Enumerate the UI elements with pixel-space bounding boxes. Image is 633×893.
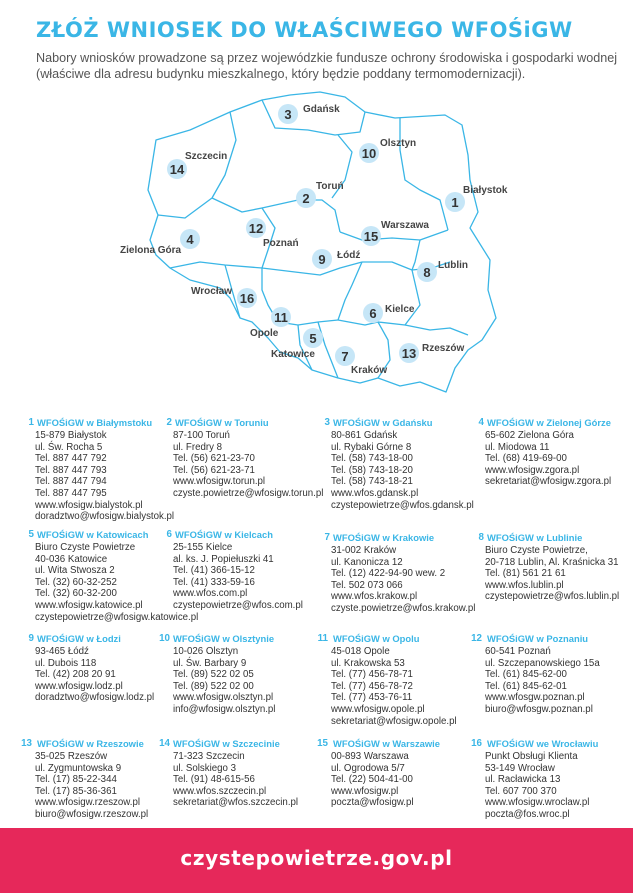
office-line: Tel. 607 700 370 — [485, 785, 557, 797]
office-line: 35-025 Rzeszów — [35, 751, 108, 762]
office-line: Tel. 887 447 794 — [35, 476, 107, 488]
office-line: Tel. (81) 561 21 61 — [485, 568, 566, 580]
office-number: 6 — [166, 529, 172, 540]
office-website-link[interactable]: www.wfosigw.zgora.pl — [485, 464, 580, 476]
office-line: ul. Dubois 118 — [35, 657, 97, 669]
office-email-link[interactable]: czystepowietrze@wfos.lublin.pl — [485, 591, 620, 603]
office-line: Tel. (41) 366-15-12 — [173, 565, 255, 577]
office-name: WFOŚiGW we Wrocławiu — [487, 738, 599, 749]
office-name: WFOŚiGW w Krakowie — [333, 532, 435, 543]
office-line: ul. Racławicka 13 — [485, 774, 561, 786]
office-line: Tel. (32) 60-32-200 — [35, 588, 117, 600]
office-name: WFOŚiGW w Szczecinie — [173, 738, 280, 749]
marker-num-1: 1 — [451, 195, 459, 210]
office-line: Tel. (68) 419-69-00 — [485, 453, 567, 465]
office-email-link[interactable]: sekretariat@wfos.szczecin.pl — [173, 797, 299, 809]
office-line: Tel. (56) 621-23-71 — [173, 464, 255, 476]
office-email-link[interactable]: sekretariat@wfosigw.opole.pl — [331, 715, 457, 727]
marker-num-11: 11 — [274, 310, 288, 325]
office-website-link[interactable]: www.wfosigw.rzeszow.pl — [35, 797, 140, 809]
office-number: 12 — [471, 633, 482, 644]
office-line: Tel. (77) 456-78-72 — [331, 680, 413, 692]
office-line: Tel. 887 447 792 — [35, 453, 107, 465]
marker-num-6: 6 — [369, 306, 377, 321]
office-website-link[interactable]: www.wfosigw.katowice.pl — [35, 599, 143, 611]
office-website-link[interactable]: www.wfosigw.torun.pl — [173, 476, 266, 488]
office-name: WFOŚiGW w Gdańsku — [333, 417, 433, 428]
office-name: WFOŚiGW w Katowicach — [37, 529, 149, 540]
marker-num-12: 12 — [248, 221, 264, 236]
office-line: 60-541 Poznań — [485, 646, 551, 657]
office-number: 14 — [159, 738, 170, 749]
poland-voivodeship-map — [0, 0, 633, 420]
office-line: Tel. (89) 522 02 05 — [173, 669, 254, 681]
map-label-bialystok: Białystok — [463, 185, 508, 196]
office-name: WFOŚiGW w Warszawie — [333, 738, 440, 749]
office-email-link[interactable]: biuro@wfosgw.poznan.pl — [485, 703, 593, 715]
office-number: 11 — [317, 633, 328, 644]
office-name: WFOŚiGW w Łodzi — [37, 633, 121, 644]
office-email-link[interactable]: czyste.powietrze@wfosigw.torun.pl — [173, 487, 324, 499]
office-name: WFOŚiGW w Kielcach — [175, 529, 273, 540]
office-line: Tel. (91) 48-615-56 — [173, 774, 255, 786]
office-number: 1 — [28, 417, 34, 428]
office-website-link[interactable]: www.wfos.lublin.pl — [485, 579, 564, 591]
map-label-gdansk: Gdańsk — [303, 104, 340, 115]
office-line: 10-026 Olsztyn — [173, 646, 239, 657]
office-line: Tel. (77) 453-76-11 — [331, 692, 413, 704]
office-line: ul. Solskiego 3 — [173, 762, 237, 774]
map-label-lodz: Łódź — [337, 250, 361, 261]
map-label-poznan: Poznań — [263, 238, 299, 249]
office-line: 53-149 Wrocław — [485, 762, 555, 774]
office-line: Tel. (77) 456-78-71 — [331, 669, 413, 681]
office-website-link[interactable]: www.wfos.krakow.pl — [331, 591, 418, 603]
map-label-warszawa: Warszawa — [381, 220, 429, 231]
office-line: Punkt Obsługi Klienta — [485, 751, 578, 762]
office-line: Tel. (61) 845-62-01 — [485, 680, 567, 692]
office-line: ul. Szczepanowskiego 15a — [485, 657, 600, 669]
marker-num-4: 4 — [186, 232, 194, 247]
office-line: 65-602 Zielona Góra — [485, 430, 574, 441]
map-label-torun: Toruń — [316, 181, 344, 192]
office-website-link[interactable]: www.wfosigw.wroclaw.pl — [485, 797, 590, 809]
office-line: Tel. (17) 85-22-344 — [35, 774, 117, 786]
office-line: ul. Św. Barbary 9 — [173, 657, 247, 669]
office-website-link[interactable]: www.wfos.gdansk.pl — [331, 487, 419, 499]
office-number: 7 — [324, 532, 330, 543]
office-email-link[interactable]: sekretariat@wfosigw.zgora.pl — [485, 476, 612, 488]
marker-num-15: 15 — [363, 229, 379, 244]
office-email-link[interactable]: info@wfosigw.olsztyn.pl — [173, 703, 276, 715]
office-line: Tel. 887 447 793 — [35, 464, 107, 476]
office-number: 5 — [28, 529, 34, 540]
map-label-wroclaw: Wrocław — [191, 286, 232, 297]
office-line: 87-100 Toruń — [173, 430, 230, 441]
office-number: 4 — [478, 417, 484, 428]
office-website-link[interactable]: www.wfos.szczecin.pl — [173, 785, 267, 797]
office-name: WFOŚiGW w Białymstoku — [37, 417, 153, 428]
office-website-link[interactable]: www.wfosigw.olsztyn.pl — [173, 692, 274, 704]
footer-website-link[interactable]: czystepowietrze.gov.pl — [180, 846, 453, 870]
office-name: WFOŚiGW w Olsztynie — [173, 633, 275, 644]
office-line: 71-323 Szczecin — [173, 751, 245, 762]
office-line: 31-002 Kraków — [331, 545, 397, 556]
office-line: 40-036 Katowice — [35, 553, 108, 565]
office-line: Tel. 502 073 066 — [331, 579, 403, 591]
region-markers — [120, 104, 508, 376]
map-label-rzeszow: Rzeszów — [422, 343, 465, 354]
office-number: 3 — [324, 417, 330, 428]
office-number: 2 — [166, 417, 172, 428]
office-line: Tel. (41) 333-59-16 — [173, 576, 255, 588]
marker-num-14: 14 — [169, 162, 185, 177]
office-email-link[interactable]: czyste.powietrze@wfos.krakow.pl — [331, 602, 476, 614]
office-line: ul. Rybaki Górne 8 — [331, 441, 412, 453]
office-website-link[interactable]: www.wfos.com.pl — [173, 588, 248, 600]
office-line: Tel. (61) 845-62-00 — [485, 669, 567, 681]
footer-banner — [0, 828, 633, 893]
office-line: ul. Krakowska 53 — [331, 657, 405, 669]
marker-num-3: 3 — [284, 107, 292, 122]
office-email-link[interactable]: doradztwo@wfosigw.lodz.pl — [35, 692, 155, 704]
office-line: ul. Miodowa 11 — [485, 441, 550, 453]
map-label-zielona-gora: Zielona Góra — [120, 245, 182, 256]
office-line: 15-879 Białystok — [35, 430, 107, 441]
office-line: Tel. (56) 621-23-70 — [173, 453, 255, 465]
office-number: 9 — [28, 633, 34, 644]
marker-num-5: 5 — [309, 331, 317, 346]
office-website-link[interactable]: www.wfosigw.opole.pl — [331, 703, 425, 715]
office-number: 13 — [21, 738, 32, 749]
office-line: Tel. (22) 504-41-00 — [331, 774, 413, 786]
office-line: 20-718 Lublin, Al. Kraśnicka 31 — [485, 556, 619, 568]
map-label-kielce: Kielce — [385, 304, 415, 315]
office-number: 15 — [317, 738, 328, 749]
map-label-lublin: Lublin — [438, 260, 468, 271]
map-label-szczecin: Szczecin — [185, 151, 228, 162]
office-directory — [20, 417, 628, 827]
marker-num-7: 7 — [341, 349, 349, 364]
page-subtitle: Nabory wniosków prowadzone są przez wojewódzkie fundusze ochrony środowiska i gospodarki wodnej (właściwe dla adresu budynku mieszkalnego, który będzie poddany termomodernizacji). — [36, 51, 618, 81]
office-name: WFOŚiGW w Zielonej Górze — [487, 417, 611, 428]
office-line: 45-018 Opole — [331, 646, 390, 657]
office-name: WFOŚiGW w Rzeszowie — [37, 738, 144, 749]
office-line: Biuro Czyste Powietrze, — [485, 545, 588, 556]
office-line: Tel. (58) 743-18-21 — [331, 476, 413, 488]
office-line: Tel. (42) 208 20 91 — [35, 669, 116, 681]
office-email-link[interactable]: czystepowietrze@wfos.com.pl — [173, 599, 303, 611]
office-line: ul. Św. Rocha 5 — [35, 441, 103, 453]
office-line: Tel. (12) 422-94-90 wew. 2 — [331, 568, 446, 580]
office-name: WFOŚiGW w Lublinie — [487, 532, 583, 543]
office-email-link[interactable]: poczta@wfosigw.pl — [331, 797, 414, 809]
office-line: ul. Kanonicza 12 — [331, 556, 403, 568]
office-number: 16 — [471, 738, 482, 749]
page-title: ZŁÓŻ WNIOSEK DO WŁAŚCIWEGO WFOŚiGW — [36, 18, 573, 42]
office-name: WFOŚiGW w Poznaniu — [487, 633, 589, 644]
marker-num-9: 9 — [318, 252, 326, 267]
map-label-opole: Opole — [250, 328, 279, 339]
office-line: Tel. 887 447 795 — [35, 487, 107, 499]
map-label-olsztyn: Olsztyn — [380, 138, 417, 149]
office-website-link[interactable]: www.wfosigw.bialystok.pl — [35, 499, 143, 511]
office-line: 80-861 Gdańsk — [331, 430, 398, 441]
office-line: Biuro Czyste Powietrze — [35, 542, 136, 553]
office-email-link[interactable]: czystepowietrze@wfos.gdansk.pl — [331, 499, 474, 511]
office-line: 00-893 Warszawa — [331, 751, 409, 762]
office-email-link[interactable]: doradztwo@wfosigw.bialystok.pl — [35, 511, 175, 523]
office-line: Tel. (58) 743-18-00 — [331, 453, 413, 465]
marker-num-8: 8 — [423, 265, 431, 280]
marker-num-10: 10 — [361, 146, 377, 161]
office-email-link[interactable]: biuro@wfosigw.rzeszow.pl — [35, 808, 149, 820]
marker-num-16: 16 — [239, 291, 255, 306]
office-website-link[interactable]: www.wfosigw.lodz.pl — [35, 680, 123, 692]
map-label-katowice: Katowice — [271, 349, 315, 360]
office-website-link[interactable]: www.wfosigw.pl — [331, 785, 399, 797]
office-name: WFOŚiGW w Toruniu — [175, 417, 269, 428]
office-line: 25-155 Kielce — [173, 542, 233, 553]
office-line: Tel. (32) 60-32-252 — [35, 576, 117, 588]
office-line: Tel. (17) 85-36-361 — [35, 785, 117, 797]
office-name: WFOŚiGW w Opolu — [333, 633, 420, 644]
office-email-link[interactable]: poczta@fos.wroc.pl — [485, 808, 570, 820]
map-label-krakow: Kraków — [351, 365, 388, 376]
office-line: Tel. (89) 522 02 00 — [173, 680, 254, 692]
office-line: 93-465 Łódź — [35, 646, 89, 657]
office-line: ul. Fredry 8 — [173, 441, 222, 453]
office-line: Tel. (58) 743-18-20 — [331, 464, 413, 476]
office-line: al. ks. J. Popiełuszki 41 — [173, 553, 274, 565]
office-number: 10 — [159, 633, 170, 644]
office-line: ul. Zygmuntowska 9 — [35, 762, 122, 774]
office-line: ul. Wita Stwosza 2 — [35, 565, 115, 577]
marker-num-2: 2 — [302, 191, 310, 206]
office-line: ul. Ogrodowa 5/7 — [331, 762, 405, 774]
marker-num-13: 13 — [401, 346, 417, 361]
office-website-link[interactable]: www.wfosgw.poznan.pl — [485, 692, 585, 704]
office-number: 8 — [478, 532, 484, 543]
office-email-link[interactable]: czystepowietrze@wfosigw.katowice.pl — [35, 611, 199, 623]
